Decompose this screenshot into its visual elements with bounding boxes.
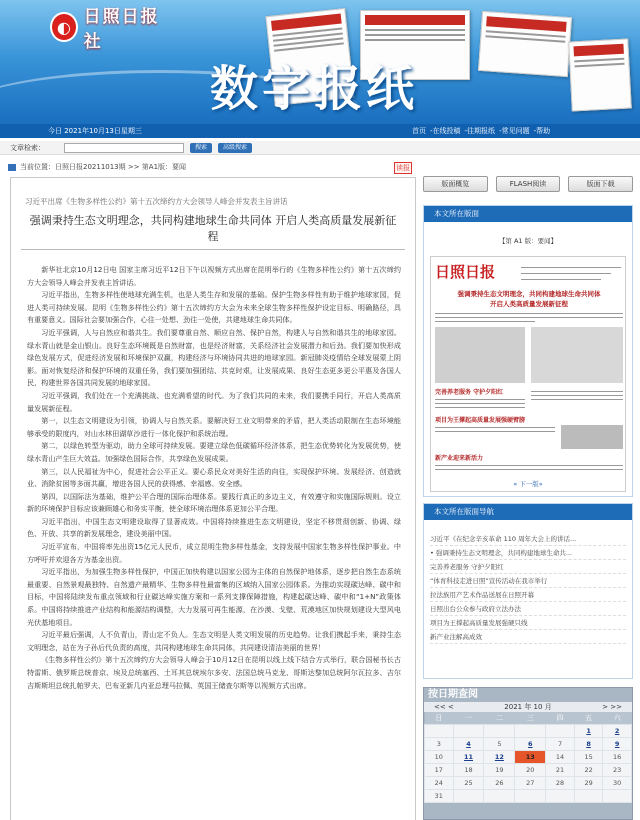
- link-archive[interactable]: -往期报纸: [464, 127, 496, 135]
- advanced-search-button[interactable]: 高级搜索: [218, 143, 252, 153]
- calendar-day: 28: [546, 776, 575, 789]
- calendar-empty: [484, 789, 515, 802]
- calendar-empty: [515, 789, 546, 802]
- thumb-photo: [435, 327, 525, 383]
- download-button[interactable]: 版面下载: [568, 176, 633, 192]
- paragraph: 习近平宣布，中国将率先出资15亿元人民币，成立昆明生物多样性基金，支持发展中国家生物多样性保护事业。中方呼吁并欢迎各方为基金出资。: [27, 542, 401, 564]
- calendar-empty: [484, 724, 515, 737]
- nav-item[interactable]: 日照出台公众参与政府立法办法: [430, 602, 626, 616]
- calendar-empty: [515, 724, 546, 737]
- link-help[interactable]: -帮助: [533, 127, 551, 135]
- date-bar: [0, 124, 640, 138]
- calendar-day: 22: [574, 763, 603, 776]
- calendar-day: 20: [515, 763, 546, 776]
- calendar-day: 3: [425, 737, 454, 750]
- calendar-day: 15: [574, 750, 603, 763]
- paragraph: 习近平最后强调，人不负青山，青山定不负人。生态文明是人类文明发展的历史趋势。让我们携起手来，秉持生态文明理念，站在为子孙后代负责的高度，共同构建地球生命共同体，共同建设清洁美丽的世界！: [27, 630, 401, 652]
- calendar-day: 24: [425, 776, 454, 789]
- calendar-day: 23: [603, 763, 632, 776]
- location-icon: [8, 164, 16, 171]
- today-date: 今日 2021年10月13日星期三: [48, 127, 142, 135]
- calendar-grid: [424, 712, 632, 803]
- search-label: 文章检索：: [10, 144, 45, 152]
- calendar-day: 19: [484, 763, 515, 776]
- thumb-subhead[interactable]: 项目为王撑起高质量发展强硬臂膀: [435, 417, 526, 424]
- nav-item[interactable]: “体育科技走进日照”宣传活动在我市举行: [430, 574, 626, 588]
- thumb-masthead-side: [521, 263, 621, 283]
- calendar-day: 16: [603, 750, 632, 763]
- calendar-day: 14: [546, 750, 575, 763]
- search-button[interactable]: 搜索: [190, 143, 212, 153]
- calendar-day: 18: [453, 763, 484, 776]
- thumb-subhead[interactable]: 新产业迎来新活力: [435, 455, 484, 462]
- article-body: [11, 264, 415, 692]
- calendar-day: 30: [603, 776, 632, 789]
- breadcrumb-text[interactable]: 当前位置：日照日报20211013期 >> 第A1版：要闻: [20, 163, 187, 171]
- calendar-day[interactable]: 8: [574, 737, 603, 750]
- flash-read-button[interactable]: FLASH阅读: [496, 176, 561, 192]
- paragraph: 《生物多样性公约》第十五次缔约方大会领导人峰会于10月12日在昆明以线上线下结合方式举行，联合国秘书长古特雷斯、俄罗斯总统普京、埃及总统塞西、土耳其总统埃尔多安、法国总统马克龙、哥斯达黎加总统阿尔瓦拉多、吉尔吉斯斯坦总统扎帕罗夫、巴布亚新几内亚总理马拉佩、英国王储查尔斯等以视频方式出席。: [27, 655, 401, 690]
- read-paper-badge[interactable]: 读报: [396, 164, 410, 172]
- calendar-day: 21: [546, 763, 575, 776]
- nav-item[interactable]: 新产业注解高成效: [430, 630, 626, 644]
- calendar-empty: [603, 789, 632, 802]
- weekday-header: 三: [515, 712, 546, 724]
- nav-item[interactable]: 项目为王撑起高质量发展强硬只线: [430, 616, 626, 630]
- calendar-empty: [574, 789, 603, 802]
- thumb-masthead: 日照日报: [435, 263, 496, 281]
- banner-title: 数字报纸: [210, 61, 419, 117]
- calendar-day: 5: [484, 737, 515, 750]
- calendar-month-bar: [424, 702, 632, 712]
- thumb-headline[interactable]: 强调秉持生态文明理念，共同构建地球生命共同体: [457, 290, 601, 298]
- nav-item[interactable]: • 强调秉持生态文明理念，共同构建地球生命共...: [430, 546, 626, 560]
- calendar-day: 7: [546, 737, 575, 750]
- page-pager[interactable]: « 下一版»: [431, 477, 625, 491]
- calendar-day[interactable]: 12: [484, 750, 515, 763]
- weekday-header: 四: [546, 712, 575, 724]
- calendar-empty: [453, 724, 484, 737]
- nav-list: [424, 520, 632, 644]
- weekday-header: 二: [484, 712, 515, 724]
- calendar-empty: [425, 724, 454, 737]
- article-pretitle: 习近平出席《生物多样性公约》第十五次缔约方大会领导人峰会并发表主旨讲话: [25, 197, 288, 206]
- article-panel: [10, 177, 416, 820]
- tool-buttons: [423, 176, 633, 192]
- paper-image: [568, 38, 632, 111]
- layout-panel-title: 本文所在版面: [424, 206, 632, 222]
- calendar-day: 31: [425, 789, 454, 802]
- prev-month-button[interactable]: << <: [434, 703, 454, 711]
- calendar-day: 17: [425, 763, 454, 776]
- overview-button[interactable]: 版面概览: [423, 176, 488, 192]
- header-banner: [0, 0, 640, 124]
- paragraph: 第三，以人民福祉为中心，促进社会公平正义。要心系民众对美好生活的向往，实现保护环境、发展经济、创造就业、消除贫困等多面共赢，增进各国人民的获得感、幸福感、安全感。: [27, 466, 401, 489]
- link-submit[interactable]: -在线投稿: [430, 127, 461, 135]
- calendar-day[interactable]: 11: [453, 750, 484, 763]
- calendar-day[interactable]: 9: [603, 737, 632, 750]
- paragraph: 习近平强调，我们处在一个充满挑战、也充满希望的时代。为了我们共同的未来，我们要携手同行，开启人类高质量发展新征程。: [27, 390, 401, 413]
- layout-panel: [423, 205, 633, 497]
- thumb-photo: [561, 425, 623, 449]
- calendar-empty: [546, 724, 575, 737]
- weekday-header: 六: [603, 712, 632, 724]
- calendar-day: 27: [515, 776, 546, 789]
- nav-panel-title: 本文所在版面导航: [424, 504, 632, 520]
- calendar-day[interactable]: 6: [515, 737, 546, 750]
- search-input[interactable]: [64, 143, 184, 153]
- weekday-header: 五: [574, 712, 603, 724]
- calendar-month: 2021 年 10 月: [504, 703, 552, 711]
- top-links: [412, 124, 550, 138]
- breadcrumb: [0, 160, 410, 174]
- paragraph: 新华社北京10月12日电 国家主席习近平12日下午以视频方式出席在昆明举行的《生物多样性公约》第十五次缔约方大会领导人峰会并发表主旨讲话。: [27, 265, 401, 287]
- paragraph: 习近平指出，为加强生物多样性保护，中国正加快构建以国家公园为主体的自然保护地体系，逐步把自然生态系统最重要、自然景观最独特、自然遗产最精华、生物多样性最富集的区域纳入国家公园体系。为推动实现碳达峰、碳中和目标，中国将陆续发布重点领域和行业碳达峰实施方案和一系列支撑保障措施，构建起碳达峰、碳中和“1+N”政策体系。中国将持续推进产业结构和能源结构调整，大力发展可再生能源，在沙漠、戈壁、荒漠地区加快规划建设大型风电光伏基地项目。: [27, 567, 401, 627]
- calendar-day: 29: [574, 776, 603, 789]
- next-month-button[interactable]: > >>: [602, 703, 622, 711]
- calendar: [423, 687, 633, 820]
- paragraph: 第四，以国际法为基础，维护公平合理的国际治理体系。要践行真正的多边主义，有效遵守和实施国际规则。设立新的环境保护目标应该兼顾雄心和务实平衡，使全球环境治理体系更加公平合理。: [27, 491, 401, 514]
- nav-panel: [423, 503, 633, 679]
- logo-icon: ◐: [50, 12, 78, 42]
- logo[interactable]: [50, 7, 170, 52]
- paragraph: 习近平指出，生物多样性使地球充满生机，也是人类生存和发展的基础。保护生物多样性有助于维护地球家园，促进人类可持续发展。昆明《生物多样性公约》第十五次缔约方大会为未来全球生物多样性保护设定目标、明确路径，具有重要意义。国际社会要加强合作，心往一处想、劲往一处使，共建地球生命共同体。: [27, 290, 401, 325]
- calendar-day: 10: [425, 750, 454, 763]
- calendar-day[interactable]: 2: [603, 724, 632, 737]
- calendar-day[interactable]: 4: [453, 737, 484, 750]
- nav-item[interactable]: 完善养老服务 守护夕阳红: [430, 560, 626, 574]
- nav-item[interactable]: 习近平《在纪念辛亥革命 110 周年大会上的讲话...: [430, 532, 626, 546]
- calendar-empty: [546, 789, 575, 802]
- link-home[interactable]: 首页: [412, 127, 426, 135]
- calendar-day: 26: [484, 776, 515, 789]
- paragraph: 习近平指出，中国生态文明建设取得了显著成效。中国将持续推进生态文明建设，坚定不移贯彻创新、协调、绿色、开放、共享的新发展理念，建设美丽中国。: [27, 516, 401, 539]
- calendar-day[interactable]: 1: [574, 724, 603, 737]
- search-bar: [0, 141, 640, 155]
- thumb-headline[interactable]: 开启人类高质量发展新征程: [490, 300, 568, 308]
- calendar-day[interactable]: 13: [515, 750, 546, 763]
- paper-image: [478, 11, 572, 77]
- layout-caption: 【第 A1 版：要闻】: [498, 237, 558, 245]
- divider: [21, 249, 405, 250]
- thumb-photo: [531, 327, 623, 383]
- logo-text: 日照日报社: [83, 7, 160, 52]
- paragraph: 第二，以绿色转型为驱动，助力全球可持续发展。要建立绿色低碳循环经济体系，把生态优势转化为发展优势，使绿水青山产生巨大效益。加强绿色国际合作，共享绿色发展成果。: [27, 441, 401, 463]
- weekday-header: 一: [453, 712, 484, 724]
- page-thumbnail[interactable]: [430, 256, 626, 492]
- thumb-subhead[interactable]: 完善养老服务 守护夕阳红: [435, 389, 504, 396]
- paragraph: 习近平强调，人与自然应和谐共生。我们要尊重自然、顺应自然、保护自然，构建人与自然和谐共生的地球家园。绿水青山就是金山银山。良好生态环境既是自然财富，也是经济财富，关系经济社会发展潜力和后劲。我们要加快形成绿色发展方式，促进经济发展和环境保护双赢，构建经济与环境协同共进的地球家园。新冠肺炎疫情给全球发展蒙上阴影。面对恢复经济和保护环境的双重任务，我们要加强团结、共克时艰，让发展成果、良好生态更多更公平惠及各国人民，构建世界各国共同发展的地球家园。: [27, 327, 401, 388]
- calendar-title: 按日期查阅: [428, 689, 478, 700]
- link-faq[interactable]: -常见问题: [499, 127, 530, 135]
- nav-item[interactable]: 拉法族用产艺术作品送展在日照开幕: [430, 588, 626, 602]
- article-headline: 强调秉持生态文明理念，共同构建地球生命共同体 开启人类高质量发展新征程: [29, 214, 397, 243]
- calendar-day: 25: [453, 776, 484, 789]
- weekday-header: 日: [425, 712, 454, 724]
- paragraph: 第一，以生态文明建设为引领，协调人与自然关系。要解决好工业文明带来的矛盾，把人类活动限制在生态环境能够承受的限度内，对山水林田湖草沙进行一体化保护和系统治理。: [27, 416, 401, 438]
- calendar-empty: [453, 789, 484, 802]
